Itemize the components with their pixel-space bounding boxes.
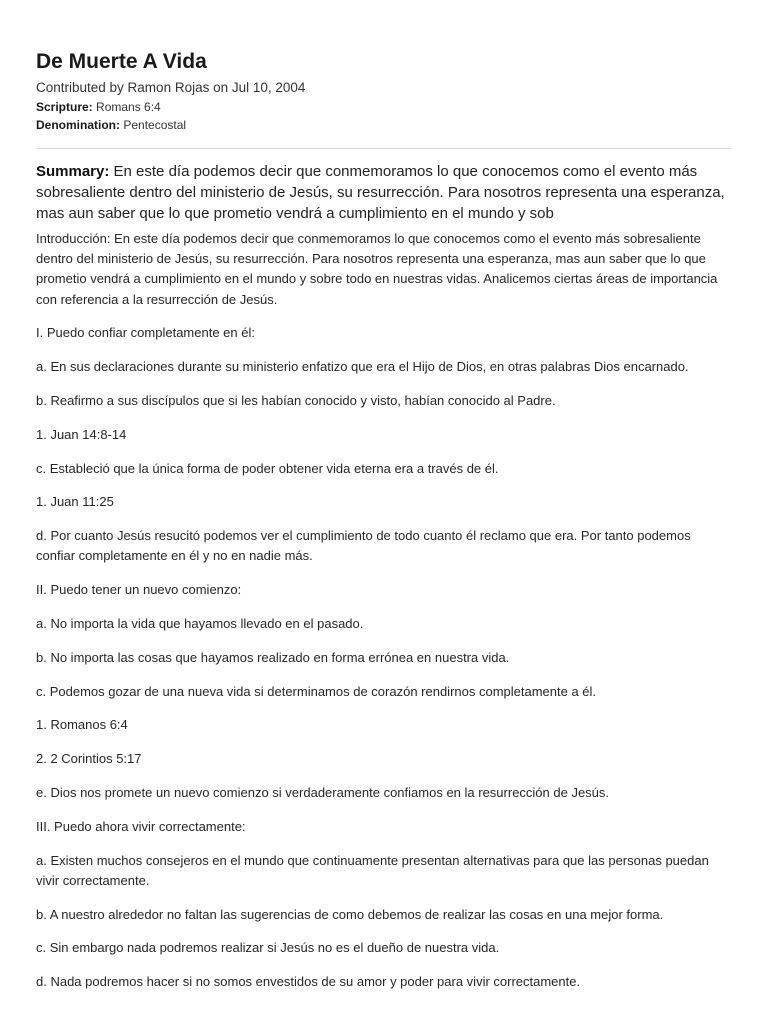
paragraph: 1. Romanos 6:4 [36, 717, 128, 733]
denomination-label: Denomination: [36, 118, 120, 132]
paragraph: III. Puedo ahora vivir correctamente: [36, 818, 246, 834]
paragraph: 2. 2 Corintios 5:17 [36, 751, 142, 767]
summary-block [36, 161, 732, 224]
paragraph: c. Podemos gozar de una nueva vida si determinamos de corazón rendirnos completamente a él. [36, 683, 597, 699]
paragraph: d. Por cuanto Jesús resucitó podemos ver el cumplimiento de todo cuanto él reclamo que era. Por tanto podemos confiar completamente en él y no en nadie más. [36, 528, 691, 564]
paragraph: II. Puedo tener un nuevo comienzo: [36, 582, 242, 598]
paragraph: I. Puedo confiar completamente en él: [36, 325, 255, 341]
paragraph: 1. Juan 11:25 [36, 494, 114, 510]
scripture-line [36, 98, 732, 116]
paragraph: a. Existen muchos consejeros en el mundo que continuamente presentan alternativas para que las personas puedan vivir correctamente. [36, 852, 709, 888]
paragraph: Introducción: En este día podemos decir que conmemoramos lo que conocemos como el evento más sobresaliente dentro del ministerio de Jesús, su resurrección. Para nosotros representa una esperanza, mas aun saber que lo que prometio vendrá a cumplimiento en el mundo y sobre todo en nuestras vidas. Analicemos ciertas áreas de importancia con referencia a la resurrección de Jesús. [36, 231, 718, 307]
paragraph: c. Estableció que la única forma de poder obtener vida eterna era a través de él. [36, 460, 499, 476]
summary-label: Summary: [36, 163, 110, 180]
scripture-label: Scripture: [36, 100, 93, 114]
scripture-value: Romans 6:4 [96, 100, 161, 114]
paragraph: d. Nada podremos hacer si no somos envestidos de su amor y poder para vivir correctamente. [36, 974, 581, 990]
summary-text: En este día podemos decir que conmemoramos lo que conocemos como el evento más sobresaliente dentro del ministerio de Jesús, su resurrección. Para nosotros representa una esperanza, mas aun saber que lo que prometio vendrá a cumplimiento en el mundo y sob [36, 163, 725, 222]
paragraph: b. A nuestro alrededor no faltan las sugerencias de como debemos de realizar las cosas en una mejor forma. [36, 906, 664, 922]
paragraph: b. No importa las cosas que hayamos realizado en forma errónea en nuestra vida. [36, 649, 510, 665]
denomination-value: Pentecostal [123, 118, 187, 132]
paragraph: b. Reafirmo a sus discípulos que si les habían conocido y visto, habían conocido al Padre. [36, 393, 556, 408]
sermon-body [36, 229, 732, 992]
denomination-line [36, 116, 732, 134]
contributor-line: Contributed by Ramon Rojas on Jul 10, 2004 [36, 80, 306, 95]
paragraph: a. En sus declaraciones durante su ministerio enfatizo que era el Hijo de Dios, en otras palabras Dios encarnado. [36, 359, 689, 375]
paragraph: c. Sin embargo nada podremos realizar si Jesús no es el dueño de nuestra vida. [36, 940, 500, 956]
paragraph: 1. Juan 14:8-14 [36, 426, 127, 442]
page-title: De Muerte A Vida [36, 50, 207, 73]
paragraph: a. No importa la vida que hayamos llevado en el pasado. [36, 615, 364, 631]
paragraph: e. Dios nos promete un nuevo comienzo si verdaderamente confiamos en la resurrección de Jesús. [36, 784, 610, 800]
header-divider [36, 148, 732, 149]
